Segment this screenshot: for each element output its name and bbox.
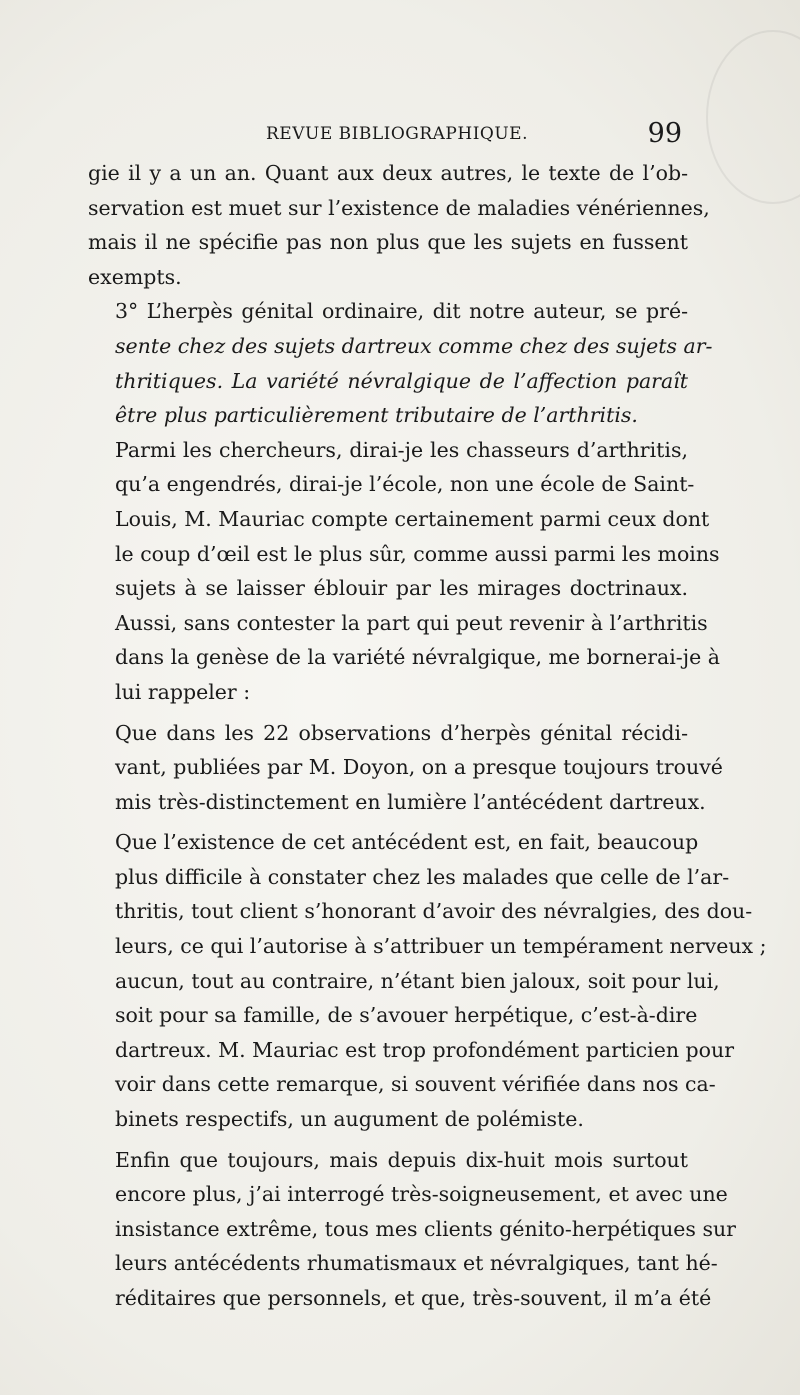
text-line: insistance extrême, tous mes clients génito-herpétiques sur [115, 1216, 736, 1241]
text-line: servation est muet sur l’existence de maladies vénériennes, [88, 195, 710, 220]
text-line: dartreux. M. Mauriac est trop profondément particien pour [115, 1037, 735, 1062]
text-line: mais il ne spécifie pas non plus que les sujets en fussent [88, 230, 688, 255]
text-line: le coup d’œil est le plus sûr, comme aussi parmi les moins [115, 541, 720, 566]
text-line: réditaires que personnels, et que, très-souvent, il m’a été [115, 1286, 712, 1310]
text-line: binets respectifs, un augument de polémiste. [115, 1107, 584, 1132]
text-line: mis très-distinctement en lumière l’antécédent dartreux. [115, 789, 706, 814]
text-line: thritis, tout client s’honorant d’avoir des névralgies, des dou- [115, 899, 753, 924]
paragraph-continuation [88, 156, 710, 294]
paragraph-existence [88, 825, 767, 1136]
page-number: 99 [647, 118, 682, 149]
text-line: dans la genèse de la variété névralgique, me bornerai-je à [115, 645, 720, 670]
body-text [88, 156, 767, 1316]
text-line: sujets à se laisser éblouir par les mirages doctrinaux. [115, 576, 688, 601]
text-line: vant, publiées par M. Doyon, on a presque toujours trouvé [115, 755, 723, 780]
text-line: leurs, ce qui l’autorise à s’attribuer un tempérament nerveux ; [115, 934, 767, 959]
text-line: voir dans cette remarque, si souvent vérifiée dans nos ca- [115, 1072, 716, 1097]
text-line: Enfin que toujours, mais depuis dix-huit mois surtout [115, 1147, 688, 1172]
paragraph-observations [88, 716, 723, 820]
running-head: REVUE BIBLIOGRAPHIQUE. [266, 124, 528, 144]
library-stamp-icon [706, 30, 800, 204]
text-line: lui rappeler : [115, 679, 251, 704]
text-line: exempts. [88, 264, 182, 289]
text-line: être plus particulièrement tributaire de l’arthritis. [115, 403, 638, 428]
text-line: 3° L’herpès génital ordinaire, dit notre auteur, se pré- [115, 299, 688, 324]
paragraph-enfin [88, 1143, 736, 1316]
text-line: Que dans les 22 observations d’herpès génital récidi- [115, 720, 688, 745]
text-line: plus difficile à constater chez les malades que celle de l’ar- [115, 864, 730, 889]
text-line: gie il y a un an. Quant aux deux autres, le texte de l’ob- [88, 161, 688, 185]
page-header [88, 118, 688, 152]
text-line: Parmi les chercheurs, dirai-je les chasseurs d’arthritis, [115, 437, 688, 462]
text-line: soit pour sa famille, de s’avouer herpétique, c’est-à-dire [115, 1003, 698, 1028]
text-line: sente chez des sujets dartreux comme chez des sujets ar- [115, 333, 713, 358]
text-line: Que l’existence de cet antécédent est, en fait, beaucoup [115, 830, 699, 855]
text-line: aucun, tout au contraire, n’étant bien jaloux, soit pour lui, [115, 968, 720, 993]
paragraph-point-3 [88, 294, 713, 432]
text-line: leurs antécédents rhumatismaux et névralgiques, tant hé- [115, 1251, 718, 1276]
text-line: encore plus, j’ai interrogé très-soigneusement, et avec une [115, 1182, 728, 1207]
text-line: Aussi, sans contester la part qui peut revenir à l’arthritis [115, 610, 708, 635]
text-line: thritiques. La variété névralgique de l’affection paraît [115, 368, 688, 393]
text-line: Louis, M. Mauriac compte certainement parmi ceux dont [115, 506, 710, 531]
text-line: qu’a engendrés, dirai-je l’école, non une école de Saint- [115, 472, 695, 497]
paragraph-chercheurs [88, 433, 720, 710]
